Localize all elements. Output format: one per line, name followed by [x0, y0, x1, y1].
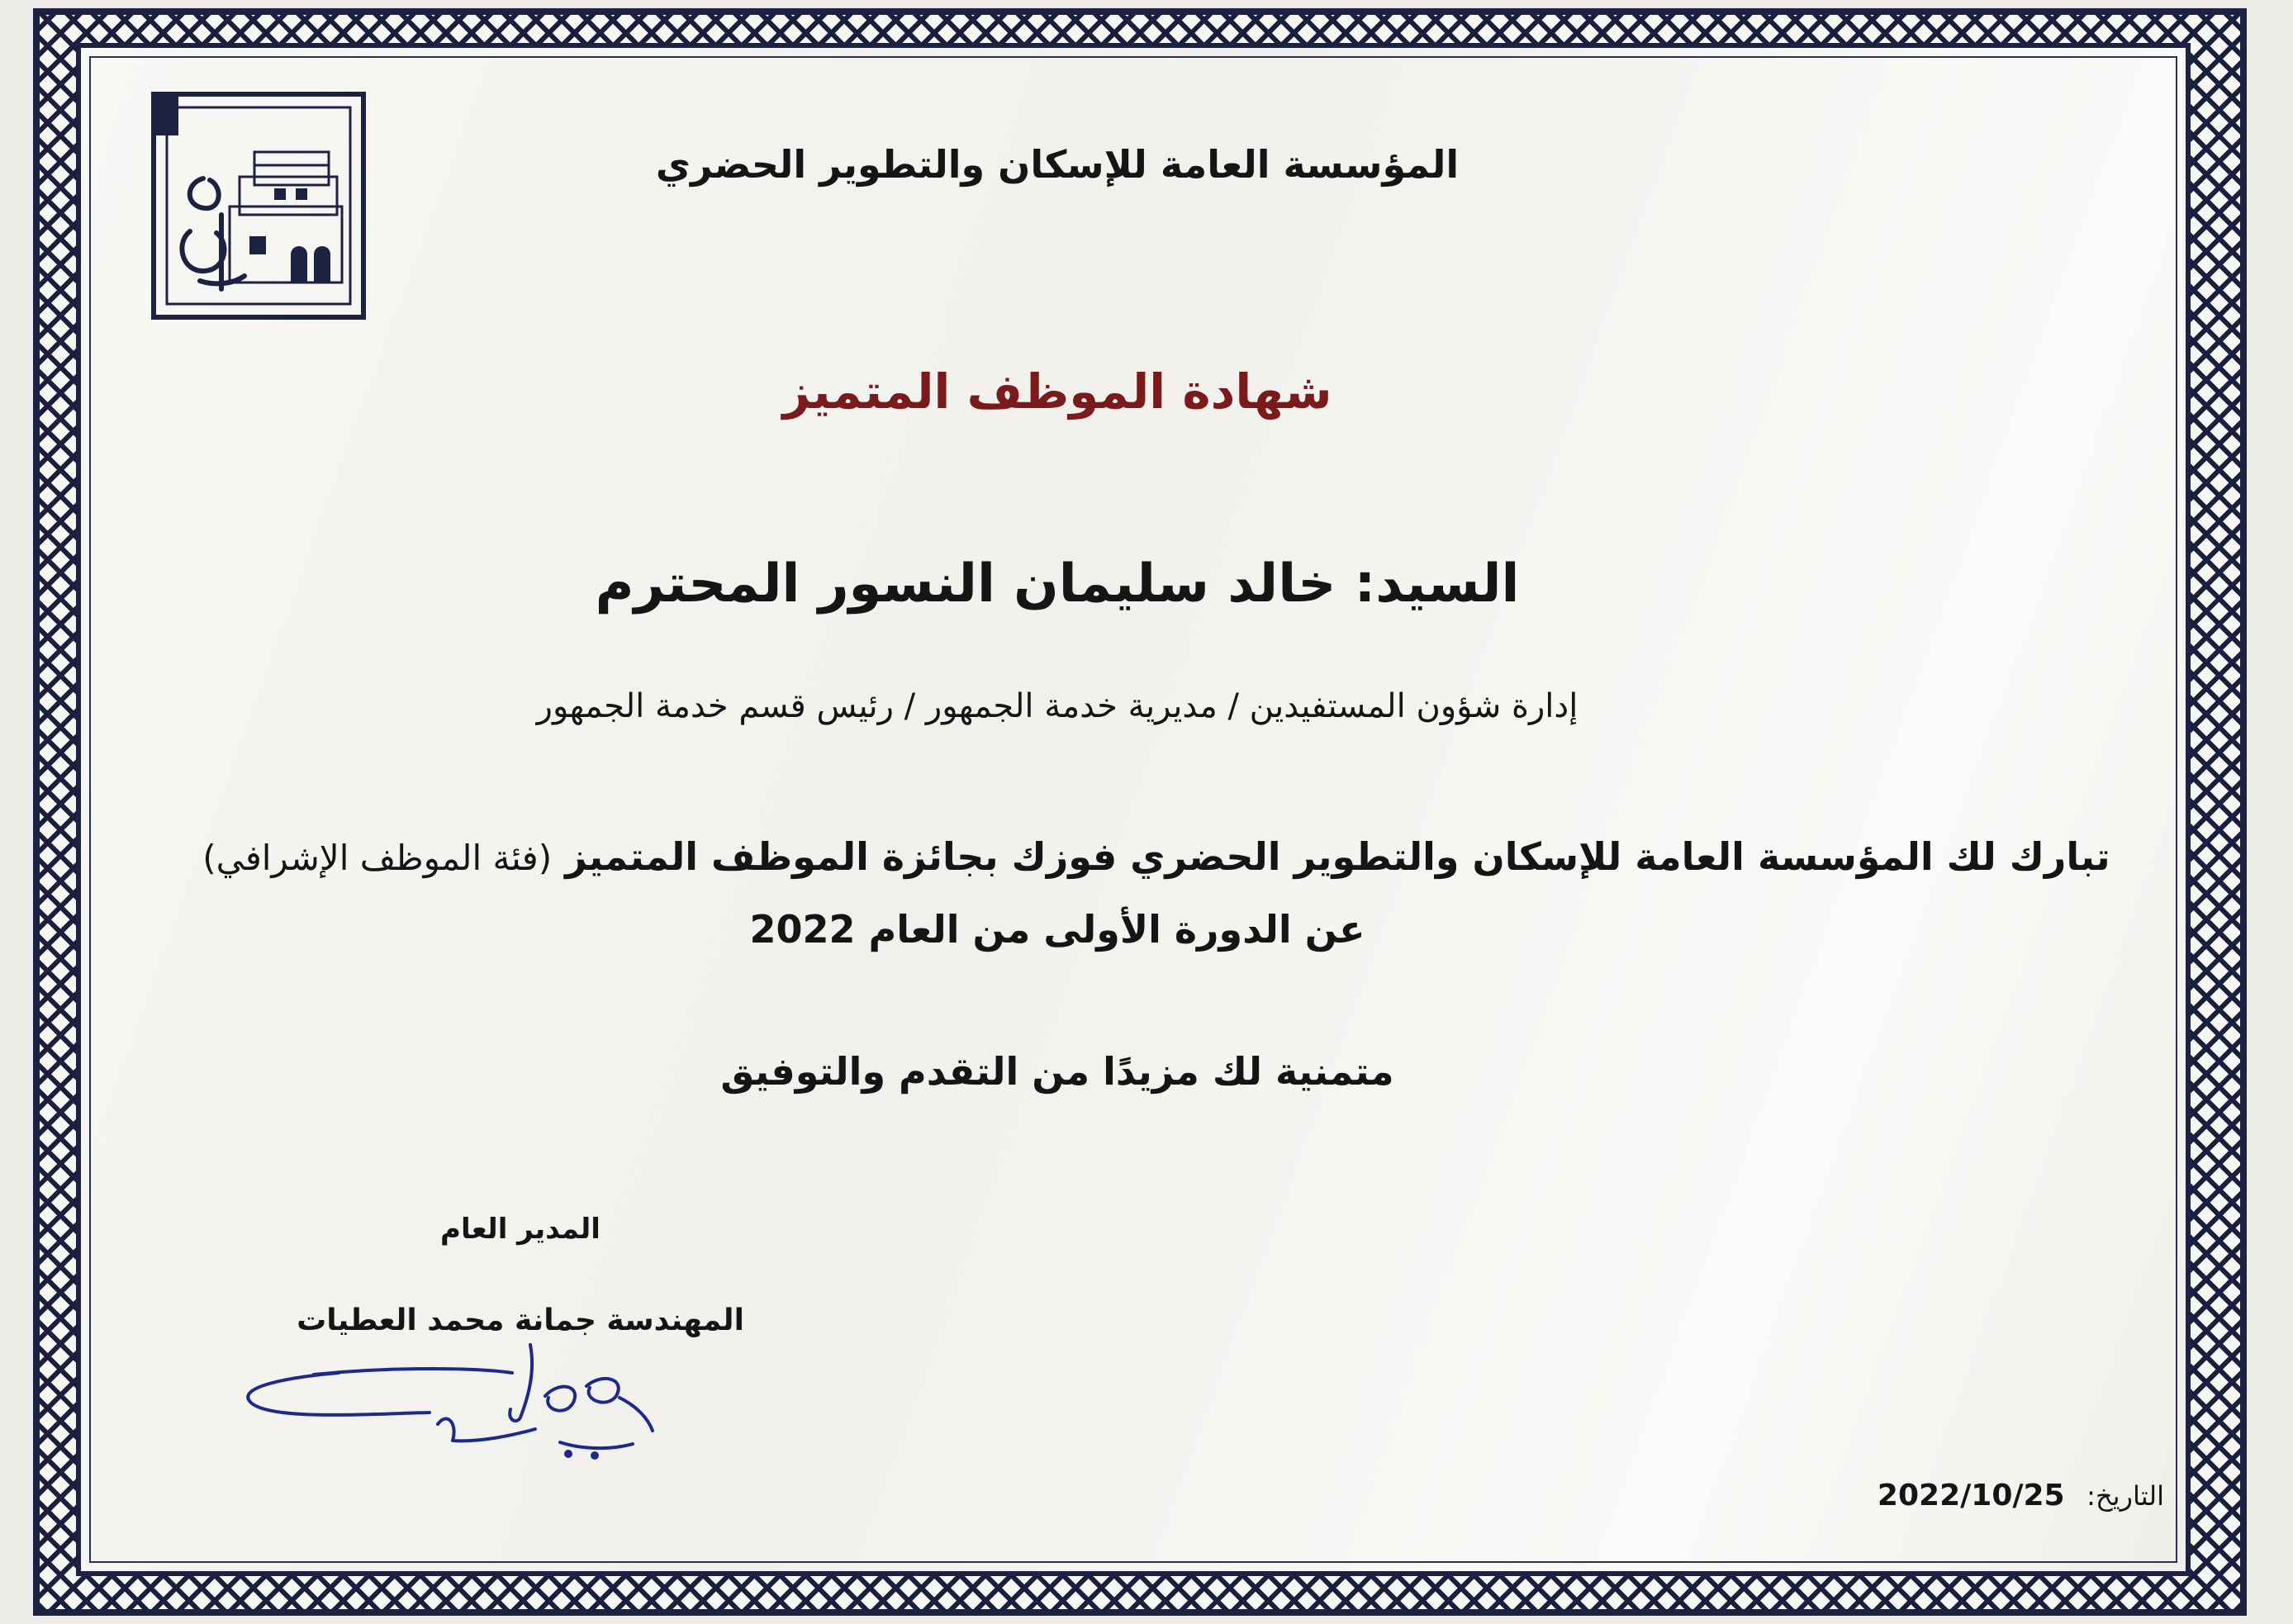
organization-logo-icon	[150, 91, 367, 321]
issue-date	[1735, 1479, 2164, 1512]
signatory-name: المهندسة جمانة محمد العطيات	[297, 1303, 744, 1337]
organization-name: المؤسسة العامة للإسكان والتطوير الحضري	[655, 142, 1460, 187]
date-label: التاريخ:	[2086, 1480, 2164, 1512]
recipient-name: السيد: خالد سليمان النسور المحترم	[595, 553, 1520, 615]
handwritten-signature	[231, 1338, 694, 1470]
award-category: (فئة الموظف الإشرافي)	[202, 838, 553, 878]
wishes-text: متمنية لك مزيدًا من التقدم والتوفيق	[720, 1049, 1394, 1094]
signatory-role: المدير العام	[440, 1213, 601, 1246]
award-statement-line2: عن الدورة الأولى من العام 2022	[749, 907, 1365, 952]
award-statement-main: تبارك لك المؤسسة العامة للإسكان والتطوير الحضري فوزك بجائزة الموظف المتميز	[565, 834, 2110, 879]
award-statement-line1	[165, 834, 2148, 879]
date-value: 2022/10/25	[1877, 1479, 2065, 1512]
recipient-position: إدارة شؤون المستفيدين / مديرية خدمة الجمهور / رئيس قسم خدمة الجمهور	[536, 687, 1579, 725]
certificate-title: شهادة الموظف المتميز	[782, 363, 1332, 420]
